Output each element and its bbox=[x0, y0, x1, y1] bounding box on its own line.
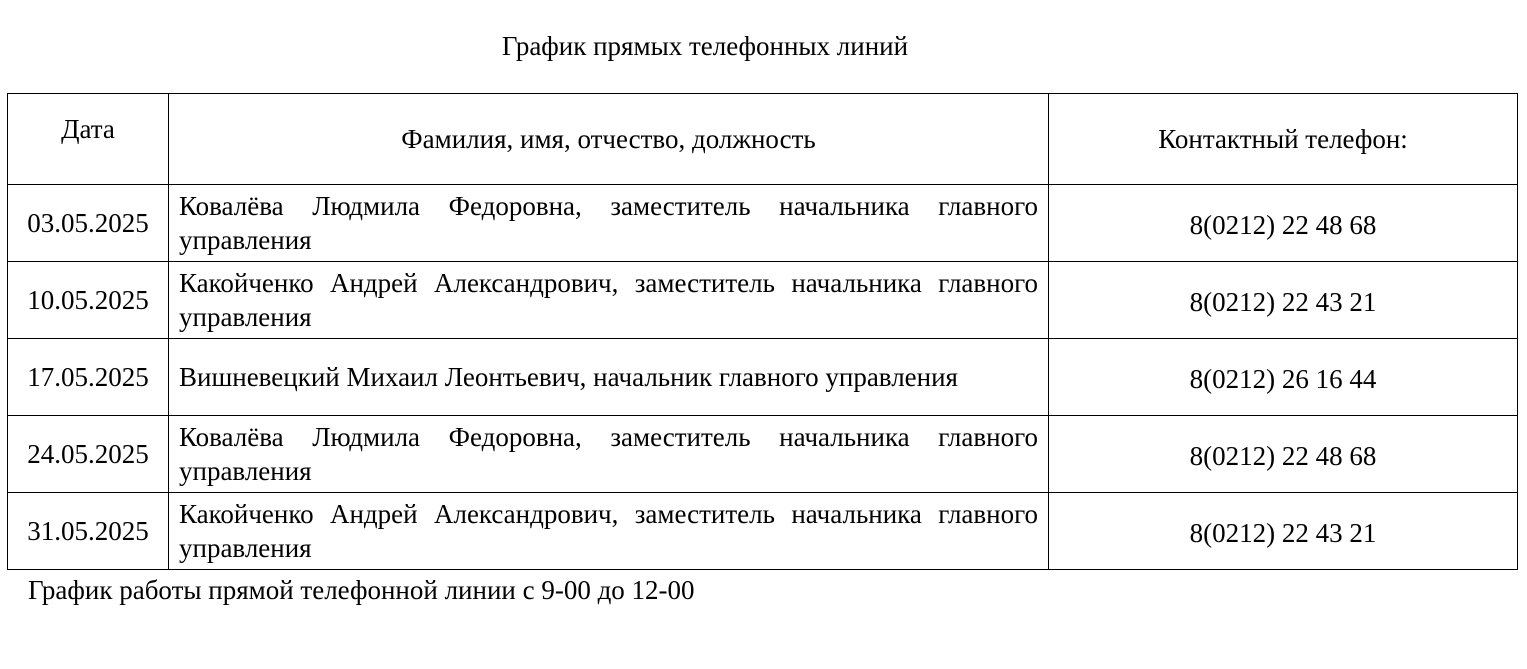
table-row bbox=[8, 185, 1518, 262]
row-phone: 8(0212) 26 16 44 bbox=[1049, 339, 1518, 416]
table-row bbox=[8, 339, 1518, 416]
header-phone: Контактный телефон: bbox=[1049, 94, 1518, 185]
row-name: Ковалёва Людмила Федоровна, заместитель начальника главного управления bbox=[169, 185, 1049, 262]
row-date: 17.05.2025 bbox=[8, 339, 169, 416]
row-name: Ковалёва Людмила Федоровна, заместитель начальника главного управления bbox=[169, 416, 1049, 493]
schedule-table bbox=[7, 93, 1518, 570]
row-date: 31.05.2025 bbox=[8, 493, 169, 570]
table-row bbox=[8, 493, 1518, 570]
footer-note: График работы прямой телефонной линии с 9-00 до 12-00 bbox=[28, 575, 695, 605]
row-date: 10.05.2025 bbox=[8, 262, 169, 339]
row-phone: 8(0212) 22 43 21 bbox=[1049, 493, 1518, 570]
header-name: Фамилия, имя, отчество, должность bbox=[169, 94, 1049, 185]
row-name: Вишневецкий Михаил Леонтьевич, начальник главного управления bbox=[169, 339, 1049, 416]
row-date: 03.05.2025 bbox=[8, 185, 169, 262]
row-name: Какойченко Андрей Александрович, заместитель начальника главного управления bbox=[169, 493, 1049, 570]
row-phone: 8(0212) 22 48 68 bbox=[1049, 185, 1518, 262]
header-date: Дата bbox=[8, 94, 169, 185]
row-name: Какойченко Андрей Александрович, заместитель начальника главного управления bbox=[169, 262, 1049, 339]
table-row bbox=[8, 416, 1518, 493]
table-header-row bbox=[8, 94, 1518, 185]
row-phone: 8(0212) 22 48 68 bbox=[1049, 416, 1518, 493]
row-phone: 8(0212) 22 43 21 bbox=[1049, 262, 1518, 339]
table-row bbox=[8, 262, 1518, 339]
row-date: 24.05.2025 bbox=[8, 416, 169, 493]
page-title: График прямых телефонных линий bbox=[501, 31, 909, 61]
